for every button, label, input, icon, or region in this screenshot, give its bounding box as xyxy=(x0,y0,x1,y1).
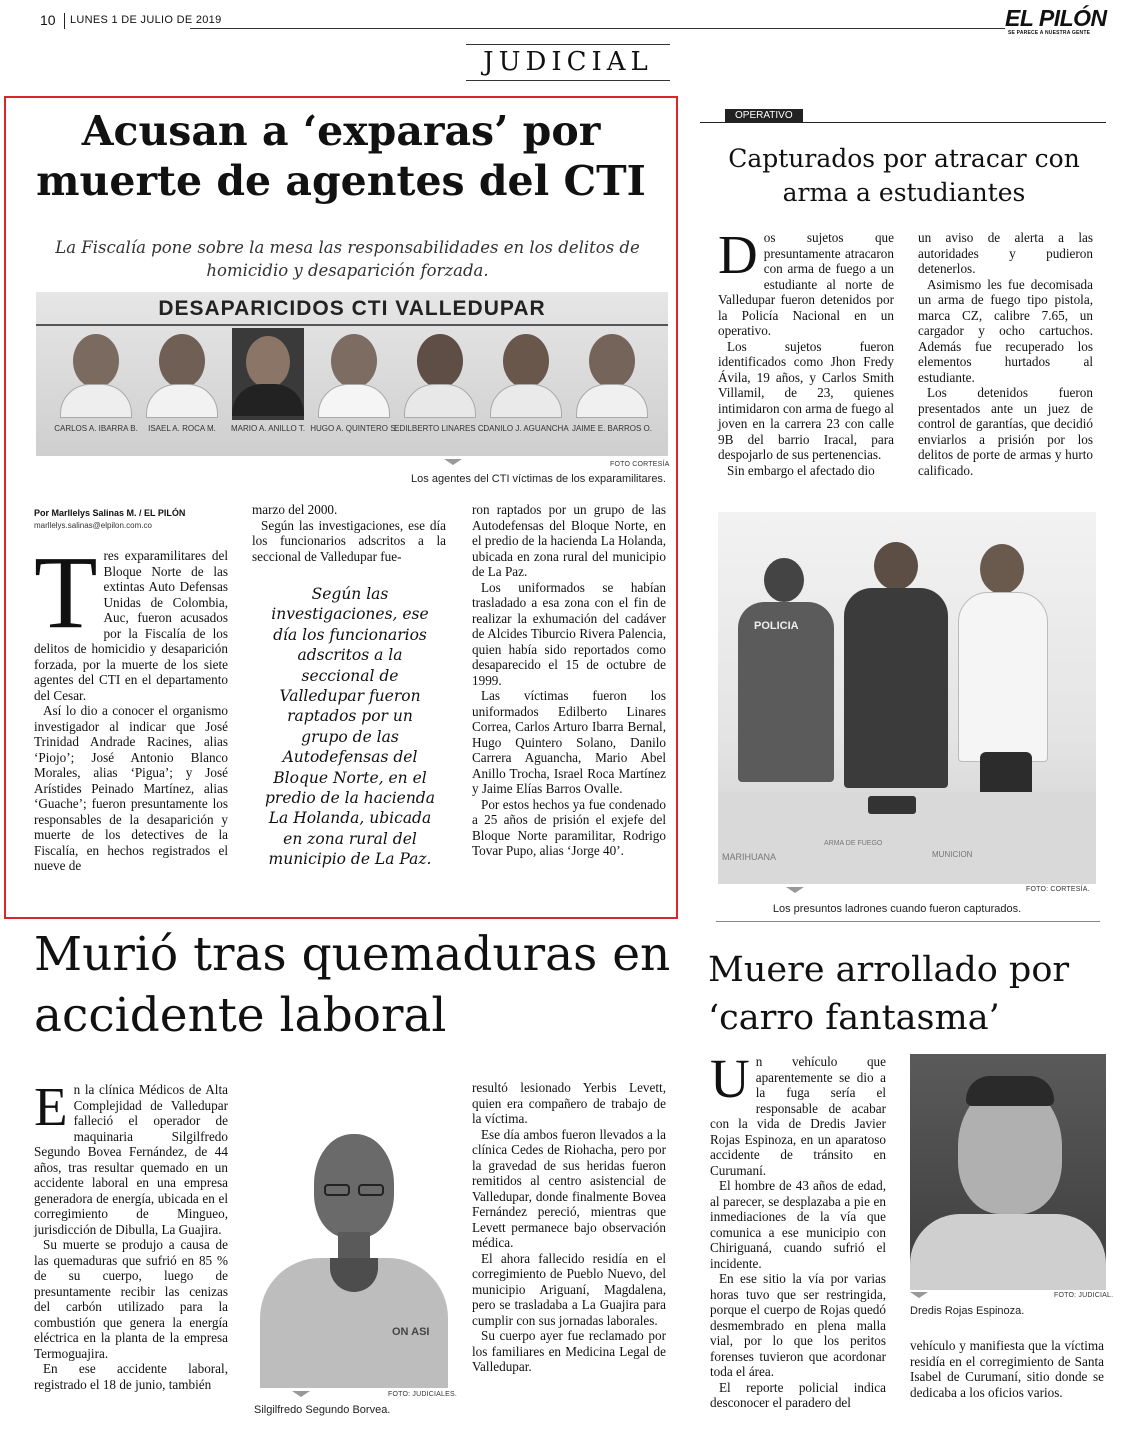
caption-marker xyxy=(786,887,804,893)
paragraph: En ese accidente laboral, registrado el 18 de junio, también xyxy=(34,1361,228,1392)
drop-cap: E xyxy=(34,1076,68,1137)
section-rule-top xyxy=(466,44,670,45)
paragraph: Los detenidos fueron presentados ante un juez de control de garantías, que decidió enviarlos a prisión por los delitos de porte de armas y hurto calificado. xyxy=(918,385,1093,478)
face-photo xyxy=(404,328,476,420)
drop-cap: T xyxy=(34,535,98,650)
drop-cap: U xyxy=(710,1048,750,1109)
side-photo-credit: FOTO: CORTESÍA. xyxy=(1026,886,1090,893)
main-photo-caption: Los agentes del CTI víctimas de los exparamilitares. xyxy=(411,473,666,485)
missing-agents-photo xyxy=(36,292,668,456)
face-label: EDILBERTO LINARES C. xyxy=(394,424,486,433)
worker-portrait xyxy=(252,1108,450,1388)
paragraph: El hombre de 43 años de edad, al parecer, se desplazaba a pie en inmediaciones de la vía que comunica a ese municipio con Chiriguaná, cuando sufrió el incidente. xyxy=(710,1178,886,1271)
shirt-logo: ON ASI xyxy=(392,1326,430,1338)
paragraph: Los sujetos fueron identificados como Jhon Fredy Ávila, 19 años, y Carlos Smith Villamil, de 23, quienes intimidaron con arma de fuego al joven en la carrera 23 con calle 9B del barrio Iracal, para despojarlo de sus pertenencias. xyxy=(718,338,894,462)
brand-logo: EL PILÓN xyxy=(1005,5,1107,31)
bottom-left-headline: Murió tras quemaduras en accidente laboral xyxy=(34,927,671,1043)
caption-marker xyxy=(910,1292,928,1298)
face-label: MARIO A. ANILLO T. xyxy=(230,424,306,433)
paragraph: Ese día ambos fueron llevados a la clínica Cedes de Riohacha, pero por la gravedad de sus heridas fueron remitidos al centro asistencial de Valledupar, donde finalmente Bovea Fernández pereció, mientras que Levett permanece bajo observación médica. xyxy=(472,1126,666,1250)
bottom-right-photo-credit: FOTO: JUDICIAL. xyxy=(1054,1292,1114,1299)
caption-marker xyxy=(292,1391,310,1397)
bottom-left-photo-credit: FOTO: JUDICIALES. xyxy=(388,1391,458,1398)
paragraph: un aviso de alerta a las autoridades y pudieron detenerlos. xyxy=(918,230,1093,276)
page-date: LUNES 1 DE JULIO DE 2019 xyxy=(70,14,222,26)
side-photo-caption: Los presuntos ladrones cuando fueron capturados. xyxy=(772,903,1022,915)
side-col-2 xyxy=(918,230,1093,478)
paragraph: resultó lesionado Yerbis Levett, quien era compañero de trabajo de la víctima. xyxy=(472,1080,666,1126)
paragraph: Los uniformados se habían trasladado a esa zona con el fin de realizar la exhumación del cadáver de Alcides Tiburcio Rivera Palencia, quien había sido reportados como desaparecido el 15 de octubre de 1999. xyxy=(472,579,666,688)
photo-label-police: POLICIA xyxy=(754,620,799,632)
side-tag: OPERATIVO xyxy=(725,109,803,122)
face-label: CARLOS A. IBARRA B. xyxy=(54,424,138,433)
byline-author: Por Marllelys Salinas M. / EL PILÓN xyxy=(34,508,186,518)
face-label: DANILO J. AGUANCHA xyxy=(483,424,569,433)
brand-tagline: SE PARECE A NUESTRA GENTE xyxy=(1008,30,1091,36)
paragraph: Asimismo les fue decomisada un arma de fuego tipo pistola, marca CZ, calibre 7.65, un cargador y ocho cartuchos. Además fue recuperado los elementos hurtados al estudiante. xyxy=(918,276,1093,385)
main-col-2 xyxy=(252,502,446,564)
side-bottom-rule xyxy=(716,921,1100,922)
paragraph: Las víctimas fueron los uniformados Edilberto Linares Correa, Carlos Arturo Ibarra Bernal, Hugo Quintero Solano, Danilo Carrera Aguancha, Mario Abel Anillo Trocha, Israel Roca Martínez y Jaime Elías Barros Ovalle. xyxy=(472,688,666,796)
side-tag-rule xyxy=(700,122,1106,123)
face-photo xyxy=(146,328,218,420)
header-divider xyxy=(64,13,65,29)
victim-photo xyxy=(910,1054,1106,1290)
side-headline: Capturados por atracar con arma a estudiantes xyxy=(728,144,1080,207)
paragraph: El reporte policial indica desconocer el paradero del xyxy=(710,1379,886,1410)
paragraph: Según las investigaciones, ese día los funcionarios adscritos a la seccional de Valledupar fue- xyxy=(252,517,446,564)
caption-marker xyxy=(444,459,462,465)
bottom-left-col-3 xyxy=(472,1080,666,1375)
paragraph: os sujetos que presuntamente atracaron con arma de fuego a un estudiante al norte de Valledupar fueron detenidos por la Policía Nacional en un operativo. xyxy=(718,230,894,338)
main-headline: Acusan a ‘exparas’ por muerte de agentes del CTI xyxy=(36,107,646,205)
pull-quote: Según las investigaciones, ese día los funcionarios adscritos a la seccional de Valledupar fueron raptados por un grupo de las Autodefensas del Bloque Norte, en el predio de la hacienda La Holanda, ubicada en zona rural del municipio de La Paz. xyxy=(265,585,435,869)
paragraph: Su muerte se produjo a causa de las quemaduras que sufrió en 85 % de su cuerpo, luego de presuntamente recibir las cenizas del carbón utilizado para la combustión que genera la energía eléctrica en la planta de la empresa Termoguajira. xyxy=(34,1237,228,1361)
bottom-left-col-1 xyxy=(34,1076,228,1392)
paragraph: Sin embargo el afectado dio xyxy=(727,462,875,478)
photo-label-marihuana: MARIHUANA xyxy=(722,852,777,862)
main-subhead: La Fiscalía pone sobre la mesa las responsabilidades en los delitos de homicidio y desaparición forzada. xyxy=(55,238,640,280)
bottom-right-col-2 xyxy=(910,1338,1104,1400)
face-label: JAIME E. BARROS O. xyxy=(571,424,652,433)
paragraph: marzo del 2000. xyxy=(252,502,338,517)
paragraph: Por estos hechos ya fue condenado a 25 años de prisión el exjefe del Bloque Norte paramilitar, Rodrigo Tovar Pupo, alias ‘Jorge 40’. xyxy=(472,796,666,858)
banner-title: DESAPARICIDOS CTI VALLEDUPAR xyxy=(158,297,546,320)
face-photo xyxy=(490,328,562,420)
byline xyxy=(34,508,185,518)
paragraph: n vehículo que aparentemente se dio a la fuga sería el responsable de acabar con la vida de Dredis Javier Rojas Espinoza, en un aparatoso accidente de tránsito en Curumaní. xyxy=(710,1054,886,1178)
bottom-left-photo-caption: Silgilfredo Segundo Borvea. xyxy=(254,1404,391,1416)
main-col-3 xyxy=(472,502,666,859)
paragraph: Su cuerpo ayer fue reclamado por los familiares en Medicina Legal de Valledupar. xyxy=(472,1328,666,1374)
face-photo xyxy=(232,328,304,420)
section-rule-bottom xyxy=(466,80,670,81)
paragraph: ron raptados por un grupo de las Autodefensas del Bloque Norte, en el predio de la hacienda La Holanda, ubicada en zona rural del municipio de La Paz. xyxy=(472,502,666,579)
capture-photo xyxy=(718,512,1096,884)
face-label: HUGO A. QUINTERO S. xyxy=(310,424,398,433)
bottom-right-headline: Muere arrollado por ‘carro fantasma’ xyxy=(708,950,1070,1038)
page-number: 10 xyxy=(40,12,56,28)
paragraph: Así lo dio a conocer el organismo investigador al indicar que José Trinidad Andrade Racines, alias ‘Piojo’; José Antonio Blanco Morales, alias ‘Pigua’; y José Arístides Peinado Martínez, alias ‘Guache’; fueron presuntamente los responsables de la desaparición y muerte de los detectives de la Fiscalía, en hechos registrados el nueve de xyxy=(34,703,228,873)
face-photo xyxy=(60,328,132,420)
drop-cap: D xyxy=(718,224,758,285)
paragraph: n la clínica Médicos de Alta Complejidad de Valledupar falleció el operador de maquinaria Silgilfredo Segundo Bovea Fernández, de 44 años, tras resultar quemado en un accidente laboral en una empresa generadora de energía, ubicada en el corregimiento de Mingueo, jurisdicción de Dibulla, La Guajira. xyxy=(34,1082,228,1237)
section-title: JUDICIAL xyxy=(483,47,653,77)
bottom-right-photo-caption: Dredis Rojas Espinoza. xyxy=(910,1305,1025,1317)
main-col-1 xyxy=(34,535,228,874)
photo-label-arma: ARMA DE FUEGO xyxy=(824,840,883,847)
face-label: ISAEL A. ROCA M. xyxy=(148,424,216,433)
side-col-1 xyxy=(718,224,894,478)
paragraph: vehículo y manifiesta que la víctima residía en el corregimiento de Santa Isabel de Curumaní, sitio donde se dedicaba a los oficios varios. xyxy=(910,1338,1104,1400)
face-photo xyxy=(576,328,648,420)
bottom-right-col-1 xyxy=(710,1048,886,1411)
main-photo-credit: FOTO CORTESÍA xyxy=(610,461,670,468)
header-rule xyxy=(190,28,1005,29)
byline-email[interactable]: marllelys.salinas@elpilon.com.co xyxy=(34,521,152,530)
photo-label-municion: MUNICION xyxy=(932,850,973,859)
face-photo xyxy=(318,328,390,420)
paragraph: El ahora fallecido residía en el corregimiento de Pueblo Nuevo, del municipio Ariguaní, Magdalena, pero se trasladaba a La Guajira para cumplir con sus jornadas laborales. xyxy=(472,1250,666,1328)
paragraph: res exparamilitares del Bloque Norte de las extintas Auto Defensas Unidas de Colombia, Auc, fueron acusados por la Fiscalía de los delitos de homicidio y desaparición forzada, por la muerte de los siete agentes del CTI en el departamento del Cesar. xyxy=(34,548,228,703)
paragraph: En ese sitio la vía por varias horas tuvo que ser restringida, porque el cuerpo de Rojas quedó desmembrado en plena malla vial, por lo que los peritos forenses tuvieron que acordonar toda el área. xyxy=(710,1271,886,1379)
